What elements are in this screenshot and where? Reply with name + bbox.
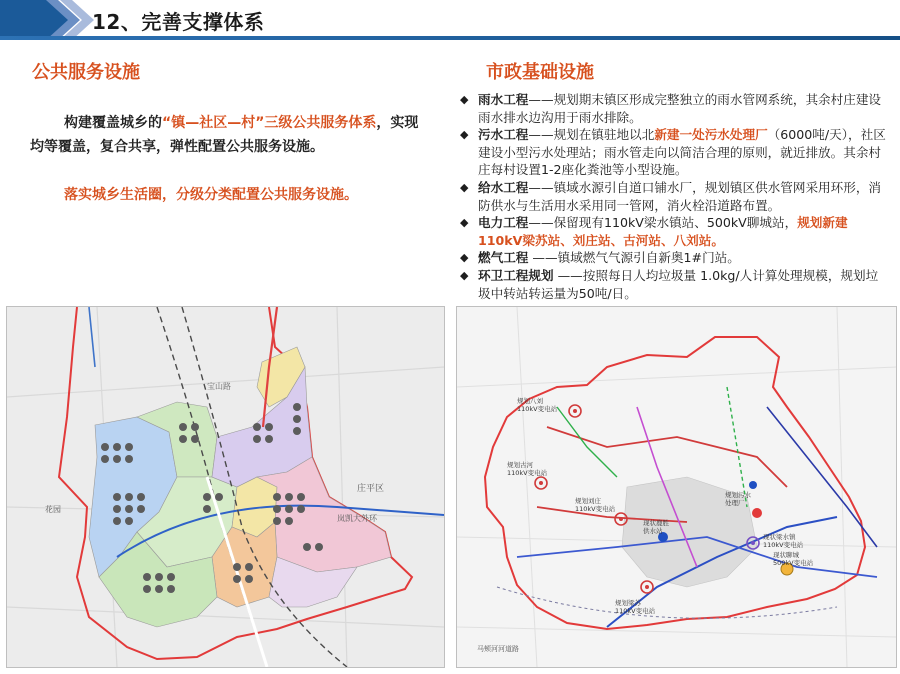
- list-item: ◆ 电力工程——保留现有110kV梁水镇站、500kV聊城站，规划新建110kV梁苏站、刘庄站、古河站、八刘站。: [460, 215, 848, 248]
- list-item: ◆ 雨水工程——规划期末镇区形成完整独立的雨水管网系统，其余村庄建设 雨水排水边沟用于雨水排除。: [460, 92, 881, 125]
- list-item: ◆ 污水工程——规划在镇驻地以北新建一处污水处理厂（6000吨/天），社区建设小型污水处理站；雨水管走向以简洁合理的原则，就近排放。其余村庄每村设置1-2座化粪池等小型设施。: [460, 127, 886, 178]
- para-part-a: 构建覆盖城乡的: [64, 115, 162, 131]
- municipal-map: [456, 306, 897, 668]
- municipal-title: 市政基础设施: [486, 62, 594, 83]
- label-station-1: 规划八刘 110kV变电站: [517, 397, 558, 413]
- label-station-8: 规划污水处理厂: [725, 491, 751, 507]
- label-station-3: 规划刘庄 110kV变电站: [575, 497, 616, 513]
- list-item: ◆ 燃气工程 ——镇域燃气气源引自新奥1#门站。: [460, 250, 740, 266]
- map-label-zhuangping: 庄平区: [357, 484, 385, 494]
- label-station-6: 现状梁水镇 110kV变电站: [763, 533, 804, 549]
- diamond-bullet-icon: ◆: [460, 251, 469, 265]
- diamond-bullet-icon: ◆: [460, 268, 469, 282]
- diamond-bullet-icon: ◆: [460, 128, 469, 142]
- list-item: ◆ 环卫工程规划 ——按照每日人均垃圾量 1.0kg/人计算处理规模，规划垃圾中转站转运量为50吨/日。: [460, 267, 879, 301]
- diamond-bullet-icon: ◆: [460, 216, 469, 230]
- public-service-paragraph: [30, 111, 425, 159]
- label-station-5: 规划梁苏 110kV变电站: [615, 599, 656, 615]
- public-service-title: 公共服务设施: [32, 62, 140, 83]
- diamond-bullet-icon: ◆: [460, 180, 469, 194]
- public-service-map: [6, 306, 445, 668]
- list-item: ◆ 给水工程——镇域水源引自道口铺水厂，规划镇区供水管网采用环形，消防供水与生活用水采用同一管网，消火栓沿道路布置。: [460, 179, 881, 213]
- map-label-north: 宝山路: [207, 382, 231, 391]
- map-label-road: 岚凯大外环: [337, 514, 377, 523]
- map-label-area-a: 花园: [45, 505, 61, 514]
- label-station-2: 规划古河 110kV变电站: [507, 461, 548, 477]
- label-station-4: 现状鹿胜供水站: [643, 519, 669, 535]
- page-title: 12、完善支撑体系: [92, 10, 265, 34]
- municipal-list: [460, 91, 888, 302]
- municipal-map-graphic: [457, 307, 896, 667]
- para-part-c: ，实现均等覆盖，复合共享，弹性配置公共服务设施。: [30, 115, 419, 155]
- label-station-7: 现状聊城 500kV变电站: [773, 551, 814, 567]
- diamond-bullet-icon: ◆: [460, 93, 469, 106]
- public-service-highlight: 落实城乡生活圈，分级分类配置公共服务设施。: [64, 187, 358, 203]
- public-service-map-graphic: [7, 307, 444, 667]
- para-highlight: “镇—社区—村”三级公共服务体系: [162, 115, 377, 131]
- label-river: 马颊河河道路: [477, 645, 519, 653]
- header-banner: [0, 0, 900, 40]
